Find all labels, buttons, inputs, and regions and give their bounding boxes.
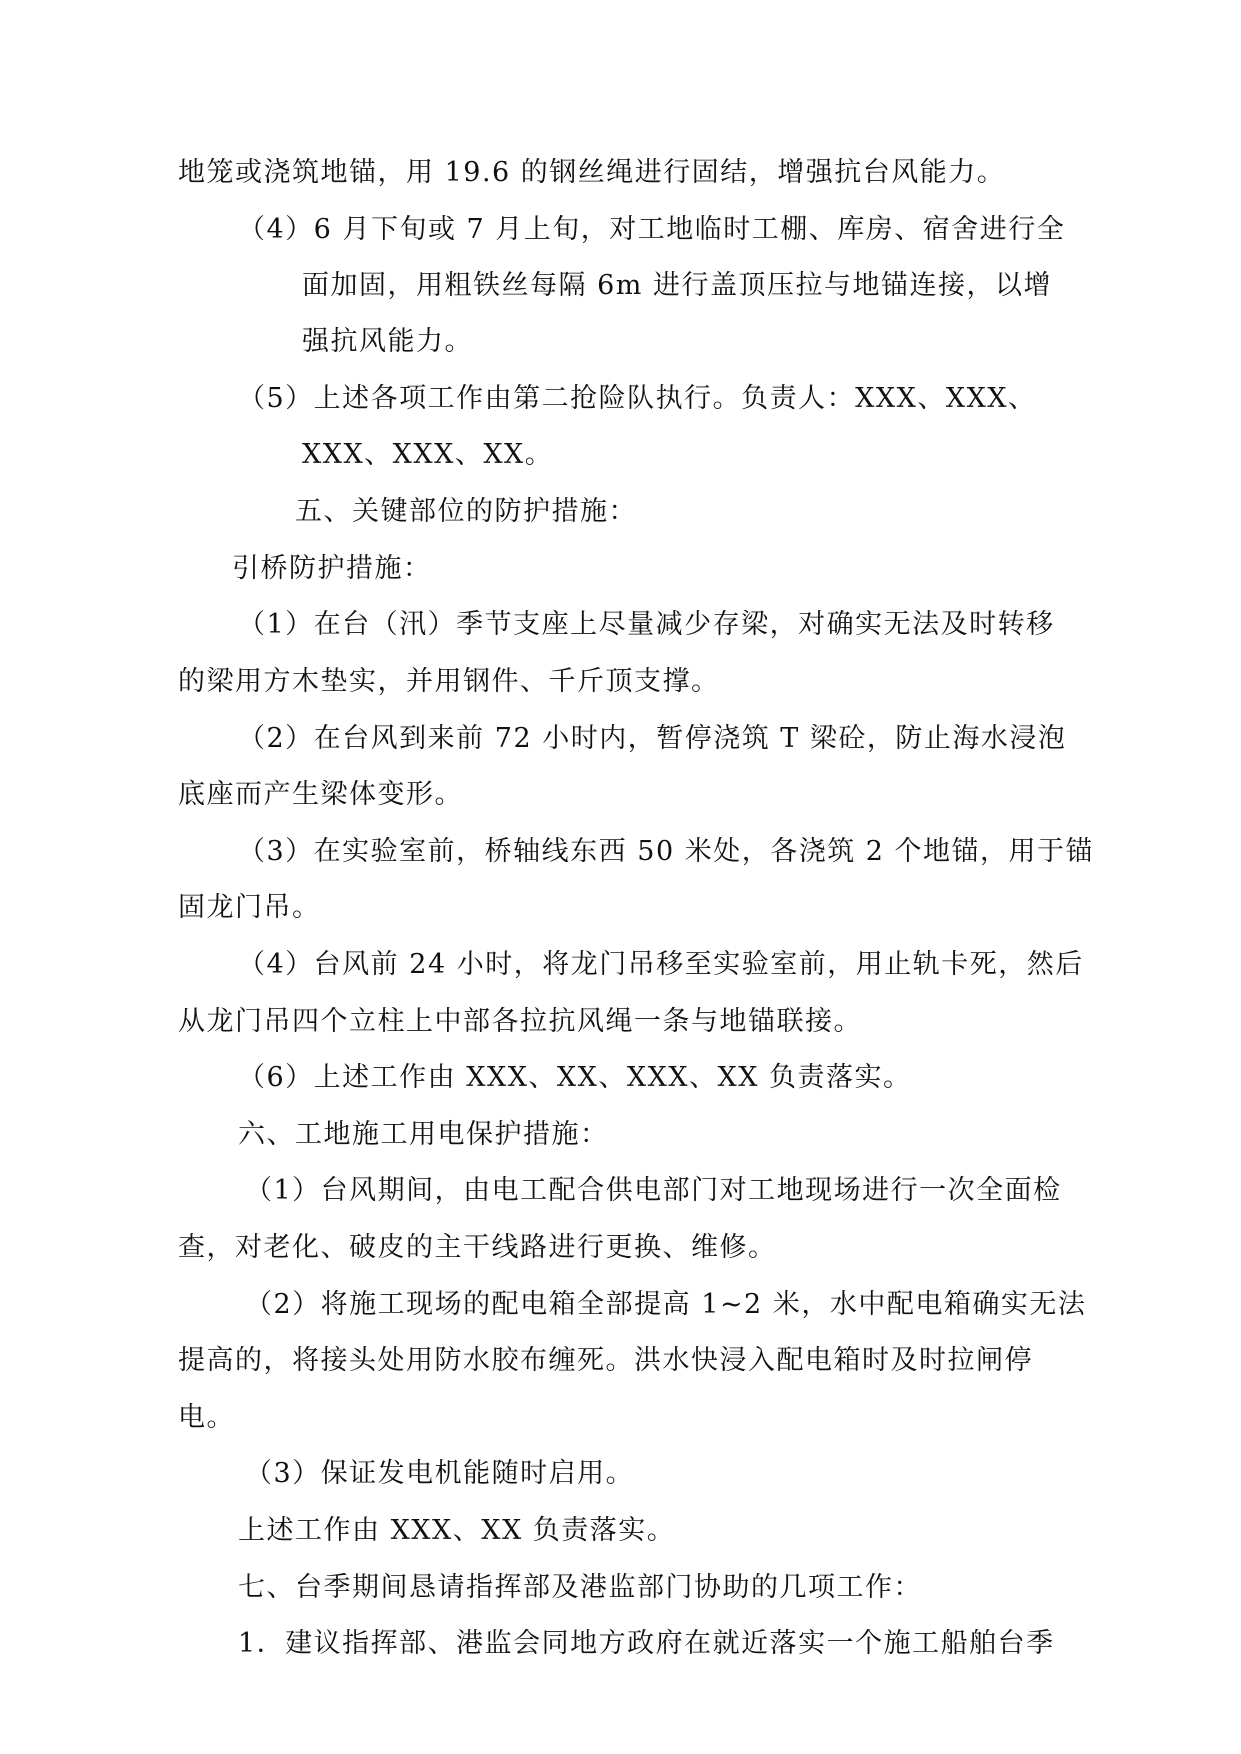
text-line: （1）在台（汛）季节支座上尽量减少存梁，对确实无法及时转移 (238, 609, 1055, 640)
text-line: 底座而产生梁体变形。 (178, 779, 463, 810)
section-heading: 六、工地施工用电保护措施： (238, 1119, 609, 1150)
text-line: （2）将施工现场的配电箱全部提高 1~2 米，水中配电箱确实无法 (245, 1289, 1087, 1320)
text-line: （5）上述各项工作由第二抢险队执行。负责人：XXX、XXX、 (238, 383, 1037, 414)
text-line: 强抗风能力。 (302, 326, 473, 357)
text-line: 提高的，将接头处用防水胶布缠死。洪水快浸入配电箱时及时拉闸停 (178, 1345, 1033, 1376)
text-line: 查，对老化、破皮的主干线路进行更换、维修。 (178, 1232, 777, 1263)
text-line: （4）6 月下旬或 7 月上旬，对工地临时工棚、库房、宿舍进行全 (238, 214, 1066, 245)
text-line: （1）台风期间，由电工配合供电部门对工地现场进行一次全面检 (245, 1175, 1062, 1206)
text-line: （3）在实验室前，桥轴线东西 50 米处，各浇筑 2 个地锚，用于锚 (238, 836, 1095, 867)
text-line: （4）台风前 24 小时，将龙门吊移至实验室前，用止轨卡死，然后 (238, 949, 1084, 980)
text-line: （3）保证发电机能随时启用。 (245, 1458, 635, 1489)
section-heading: 七、台季期间恳请指挥部及港监部门协助的几项工作： (238, 1572, 922, 1603)
text-line: 1．建议指挥部、港监会同地方政府在就近落实一个施工船舶台季 (238, 1628, 1055, 1659)
text-line: 面加固，用粗铁丝每隔 6m 进行盖顶压拉与地锚连接，以增 (302, 270, 1052, 301)
text-line: 上述工作由 XXX、XX 负责落实。 (238, 1515, 676, 1546)
section-heading: 五、关键部位的防护措施： (295, 496, 637, 527)
text-line: 的梁用方木垫实，并用钢件、千斤顶支撑。 (178, 666, 720, 697)
text-line: 地笼或浇筑地锚，用 19.6 的钢丝绳进行固结，增强抗台风能力。 (178, 157, 1006, 188)
text-line: （6）上述工作由 XXX、XX、XXX、XX 负责落实。 (238, 1062, 912, 1093)
text-line: 从龙门吊四个立柱上中部各拉抗风绳一条与地锚联接。 (178, 1006, 862, 1037)
text-line: XXX、XXX、XX。 (302, 439, 554, 470)
text-line: 固龙门吊。 (178, 892, 321, 923)
subsection-heading: 引桥防护措施： (232, 553, 432, 584)
text-line: 电。 (178, 1402, 235, 1433)
text-line: （2）在台风到来前 72 小时内，暂停浇筑 T 梁砼，防止海水浸泡 (238, 723, 1067, 754)
